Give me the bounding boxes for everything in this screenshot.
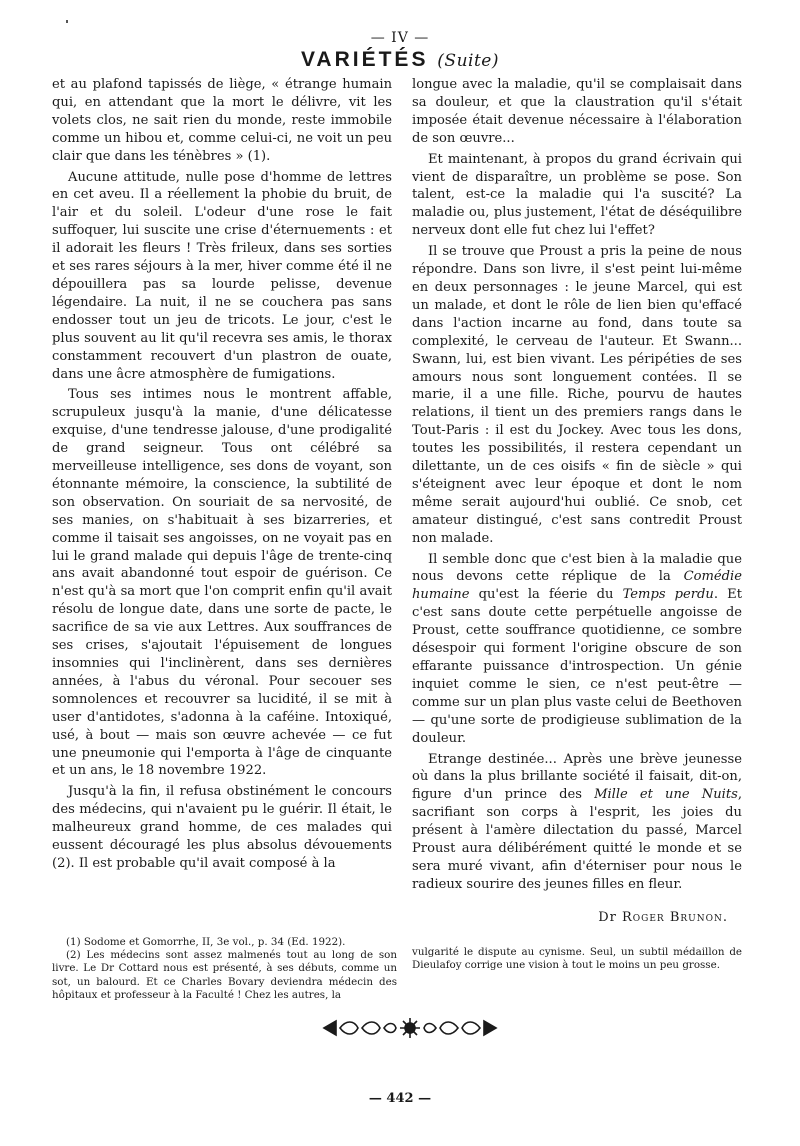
author-signature [598,910,728,925]
text-run: , sacrifiant son corps à l'esprit, les joies du présent à l'amère dilectation du passé, Marcel Proust aura délibérément quitté le monde et se sera muré vivant, afin d'éterniser pour nous le radieux sourire des jeunes filles en fleur. [412,787,743,892]
paragraph: Aucune attitude, nulle pose d'homme de lettres en cet aveu. Il a réellement la phobie du bruit, de l'air et du soleil. L'odeur d'une rose le fait suffoquer, lui suscite une crise d'éternuements : et il adorait les fleurs ! Très frileux, dans ses sorties et ses rares séjours à la mer, hiver comme été il ne dépouillera pas sa lourde pelisse, devenue légendaire. La nuit, il ne se couchera pas sans endosser tout un jeu de tricots. Le jour, c'est le plus souvent au lit qu'il recevra ses amis, le thorax constamment recouvert d'un plastron de ouate, dans une âcre atmosphère de fumigations. [52,169,392,382]
scan-speck [66,20,68,23]
footnote: (1) Sodome et Gomorrhe, II, 3e vol., p. 34 (Ed. 1922). [66,936,346,948]
paragraph [412,551,742,748]
left-column [52,76,392,873]
page-number: — 442 — [368,1091,432,1106]
section-page-roman: — IV — [370,30,430,46]
text-run: qu'est la féerie du [469,587,623,603]
italic-title: Temps perdu [622,587,714,603]
paragraph: Il se trouve que Proust a pris la peine de nous répondre. Dans son livre, il s'est peint lui-même en deux personnages : le jeune Marcel, qui est un malade, et dont le rôle de lien bien qu'effacé dans l'action incarne au fond, dans toute sa complexité, le cerveau de l'auteur. Et Swann... Swann, lui, est bien vivant. Les péripéties de ses amours nous sont longuement contées. Il se marie, il a une fille. Riche, pourvu de hautes relations, il tient un des premiers rangs dans le Tout-Paris : il est du Jockey. Avec tous les dons, toutes les possibilités, il restera cependant un dilettante, un de ces oisifs « fin de siècle » qui s'éteignent avec leur époque et dont le nom même serait aujourd'hui oublié. Ce snob, cet amateur distingué, c'est sans contredit Proust non malade. [412,244,742,546]
footnote: (2) Les médecins sont assez malmenés tout au long de son livre. Le Dr Cottard nous est présenté, à ses débuts, comme un sot, un balourd. Et ce Charles Bovary deviendra médecin des hôpitaux et professeur à la Faculté ! Chez les autres, la [52,949,397,1001]
paragraph [412,751,742,894]
paragraph: Et maintenant, à propos du grand écrivain qui vient de disparaître, un problème se pose. Son talent, est-ce la maladie qui l'a suscité? La maladie ou, plus justement, l'état de déséquilibre nerveux dont elle fut chez lui l'effet? [412,151,742,239]
text-run: Il semble donc que c'est bien à la maladie que nous devons cette réplique de la [412,551,742,585]
footnotes-right [412,946,742,972]
paragraph: Jusqu'à la fin, il refusa obstinément le concours des médecins, qui n'avaient pu le guérir. Il était, le malheureux grand homme, de ces malades qui eussent découragé les plus absolus dévouements (2). Il est probable qu'il avait composé à la [52,784,392,871]
title-subtitle: (Suite) [437,51,499,71]
signature-prefix: Dr [598,910,617,925]
italic-title: Mille et une Nuits [594,787,738,803]
footnotes-left [52,936,397,1002]
paragraph: Tous ses intimes nous le montrent affable, scrupuleux jusqu'à la manie, d'une délicatesse exquise, d'une tendresse jalouse, d'une prodigalité de grand seigneur. Tous ont célébré sa merveilleuse intelligence, ses dons de voyant, son étonnante mémoire, la conscience, la subtilité de son observation. On souriait de sa nervosité, de ses manies, on s'habituait à ses bizarreries, et comme il taisait ses angoisses, on ne voyait pas en lui le grand malade qui depuis l'âge de trente-cinq ans avait abandonné tout espoir de guérison. Ce n'est qu'à sa mort que l'on comprit enfin qu'il avait résolu de longue date, dans une sorte de pacte, le sacrifice de sa vie aux Lettres. Aux souffrances de ses crises, s'ajoutait l'épuisement de longues insomnies qui l'inclinèrent, dans ses dernières années, à l'abus du véronal. Pour secouer ses somnolences et recouvrer sa lucidité, il se mit à user d'antidotes, s'adonna à la caféine. Intoxiqué, usé, à bout — mais son œuvre achevée — ce fut une pneumonie qui l'emporta à l'âge de cinquante et un ans, le 18 novembre 1922. [52,387,392,779]
fleuron-ornament-icon [320,1016,500,1040]
title-text: VARIÉTÉS [300,48,429,71]
section-title [0,48,800,72]
signature-name: Roger Brunon. [621,910,728,925]
right-column [412,76,742,894]
paragraph: et au plafond tapissés de liège, « étrange humain qui, en attendant que la mort le délivre, vit les volets clos, ne sait rien du monde, reste immobile comme un hibou et, comme celui-ci, ne voit un peu clair que dans les ténèbres » (1). [52,77,392,164]
footnote-continuation: vulgarité le dispute au cynisme. Seul, un subtil médaillon de Dieulafoy corrige une vision à tout le moins un peu grosse. [412,946,742,972]
text-run: Etrange destinée... Après une brève jeunesse où dans la plus brillante société il faisait, dit-on, figure d'un prince des [412,751,742,803]
italic-title: Comédie humaine [412,569,742,603]
text-run: . Et c'est sans doute cette perpétuelle angoisse de Proust, cette souffrance quotidienne, ce sombre désespoir qui forment l'origine obscure de son effarante puissance d'introspection. Un génie inquiet comme le sien, ce n'est peut-être — comme sur un plan plus vaste celui de Beethoven — qu'une sorte de prodigieuse sublimation de la douleur. [412,587,742,746]
paragraph: longue avec la maladie, qu'il se complaisait dans sa douleur, et que la claustration qu'il s'était imposée était devenue nécessaire à l'élaboration de son œuvre... [412,77,742,146]
